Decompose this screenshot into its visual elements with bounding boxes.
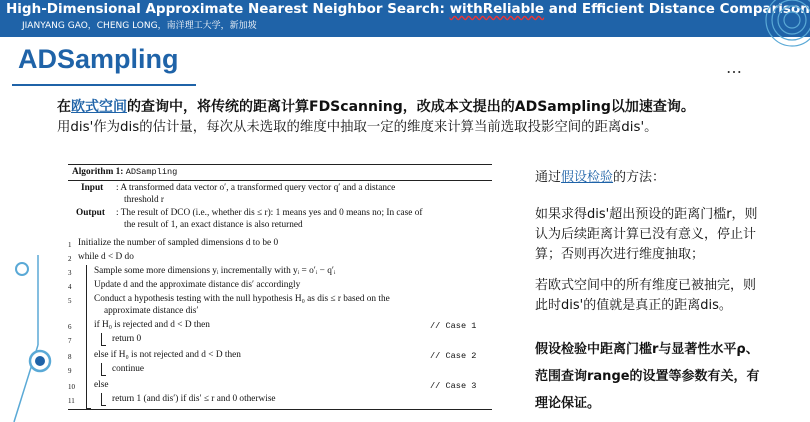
algo-line: Update d and the approximate distance dis′ accordingly (94, 280, 301, 290)
line-number: 8 (68, 353, 72, 361)
right-paragraph-1: 通过假设检验的方法： (535, 170, 666, 185)
timeline-decoration-icon (0, 255, 60, 422)
header-bar (0, 0, 810, 37)
algo-line: continue (112, 364, 145, 374)
text-line: 范围查询range的设置等参数有关，有 (535, 369, 760, 384)
algo-line: else (94, 380, 109, 390)
line-number: 3 (68, 269, 72, 277)
block-guide (101, 333, 102, 345)
decorative-circles-icon (730, 0, 810, 60)
text-line: 如果求得dis'超出预设的距离门槛r，则 (535, 207, 758, 222)
text-line: 算；否则再次进行维度抽取； (535, 247, 705, 262)
line-number: 6 (68, 323, 72, 331)
output-label: Output (76, 208, 105, 218)
line-number: 5 (68, 297, 72, 305)
more-dots: … (726, 58, 743, 77)
text-line: 认为后续距离计算已没有意义，停止计 (535, 227, 757, 242)
block-guide (101, 345, 106, 346)
algo-line: else if H₀ is not rejected and d < D then (94, 350, 241, 360)
input-text-2: threshold r (124, 195, 165, 205)
algorithm-caption: Algorithm 1: ADSampling (72, 167, 178, 177)
algo-line: if H₀ is rejected and d < D then (94, 320, 210, 330)
line-number: 9 (68, 367, 72, 375)
text-line: 理论保证。 (535, 396, 601, 411)
line-number: 11 (68, 397, 75, 405)
block-guide (101, 375, 106, 376)
lead-sentence-1: 在欧式空间的查询中，将传统的距离计算FDScanning，改成本文提出的ADSampling以加速查询。 (57, 99, 695, 115)
right-paragraph-4 (535, 336, 760, 417)
paper-authors: JIANYANG GAO，CHENG LONG，南洋理工大学，新加坡 (22, 21, 257, 31)
algo-line: Initialize the number of sampled dimensions d to be 0 (78, 238, 279, 248)
slide-title: ADSampling (18, 44, 179, 74)
block-guide (101, 363, 102, 375)
rule-mid (68, 180, 492, 181)
text-line: 若欧式空间中的所有维度已被抽完，则 (535, 278, 757, 293)
output-text-2: the result of 1, an exact distance is also returned (124, 220, 303, 230)
line-number: 2 (68, 255, 72, 263)
algo-line: while d < D do (78, 252, 134, 262)
case-comment: // Case 2 (430, 351, 477, 361)
line-number: 10 (68, 383, 75, 391)
algo-line: Sample some more dimensions yᵢ incrementally with yᵢ = o′ᵢ − q′ᵢ (94, 266, 336, 276)
input-text-1: : A transformed data vector o′, a transformed query vector q′ and a distance (116, 183, 396, 193)
right-paragraph-2 (535, 205, 758, 265)
output-text-1: : The result of DCO (i.e., whether dis ≤ r): 1 means yes and 0 means no; In case of (116, 208, 423, 218)
case-comment: // Case 3 (430, 381, 477, 391)
line-number: 4 (68, 283, 72, 291)
algo-line: Conduct a hypothesis testing with the null hypothesis H₀ as dis ≤ r based on the (94, 294, 390, 304)
text-line: 假设检验中距离门槛r与显著性水平ρ、 (535, 342, 759, 357)
paper-title: High-Dimensional Approximate Nearest Neighbor Search: withReliable and Efficient Distance Comparison (6, 1, 810, 17)
lead-sentence-2: 用dis'作为dis的估计量，每次从未选取的维度中抽取一定的维度来计算当前选取投影空间的距离dis'。 (57, 120, 658, 135)
case-comment: // Case 1 (430, 321, 477, 331)
text-line: 此时dis'的值就是真正的距离dis。 (535, 298, 732, 313)
rule-top (68, 164, 492, 165)
algo-line: return 0 (112, 334, 142, 344)
line-number: 7 (68, 337, 72, 345)
algorithm-box (68, 164, 492, 409)
algo-line: return 1 (and dis′) if dis′ ≤ r and 0 otherwise (112, 394, 276, 404)
block-guide (86, 265, 87, 408)
rule-bottom (68, 409, 492, 410)
title-underline (12, 84, 196, 86)
block-guide (101, 393, 102, 405)
line-number: 1 (68, 241, 72, 249)
algo-line: approximate distance dis′ (104, 306, 199, 316)
block-guide (101, 405, 106, 406)
input-label: Input (81, 183, 104, 193)
right-paragraph-3 (535, 276, 756, 316)
